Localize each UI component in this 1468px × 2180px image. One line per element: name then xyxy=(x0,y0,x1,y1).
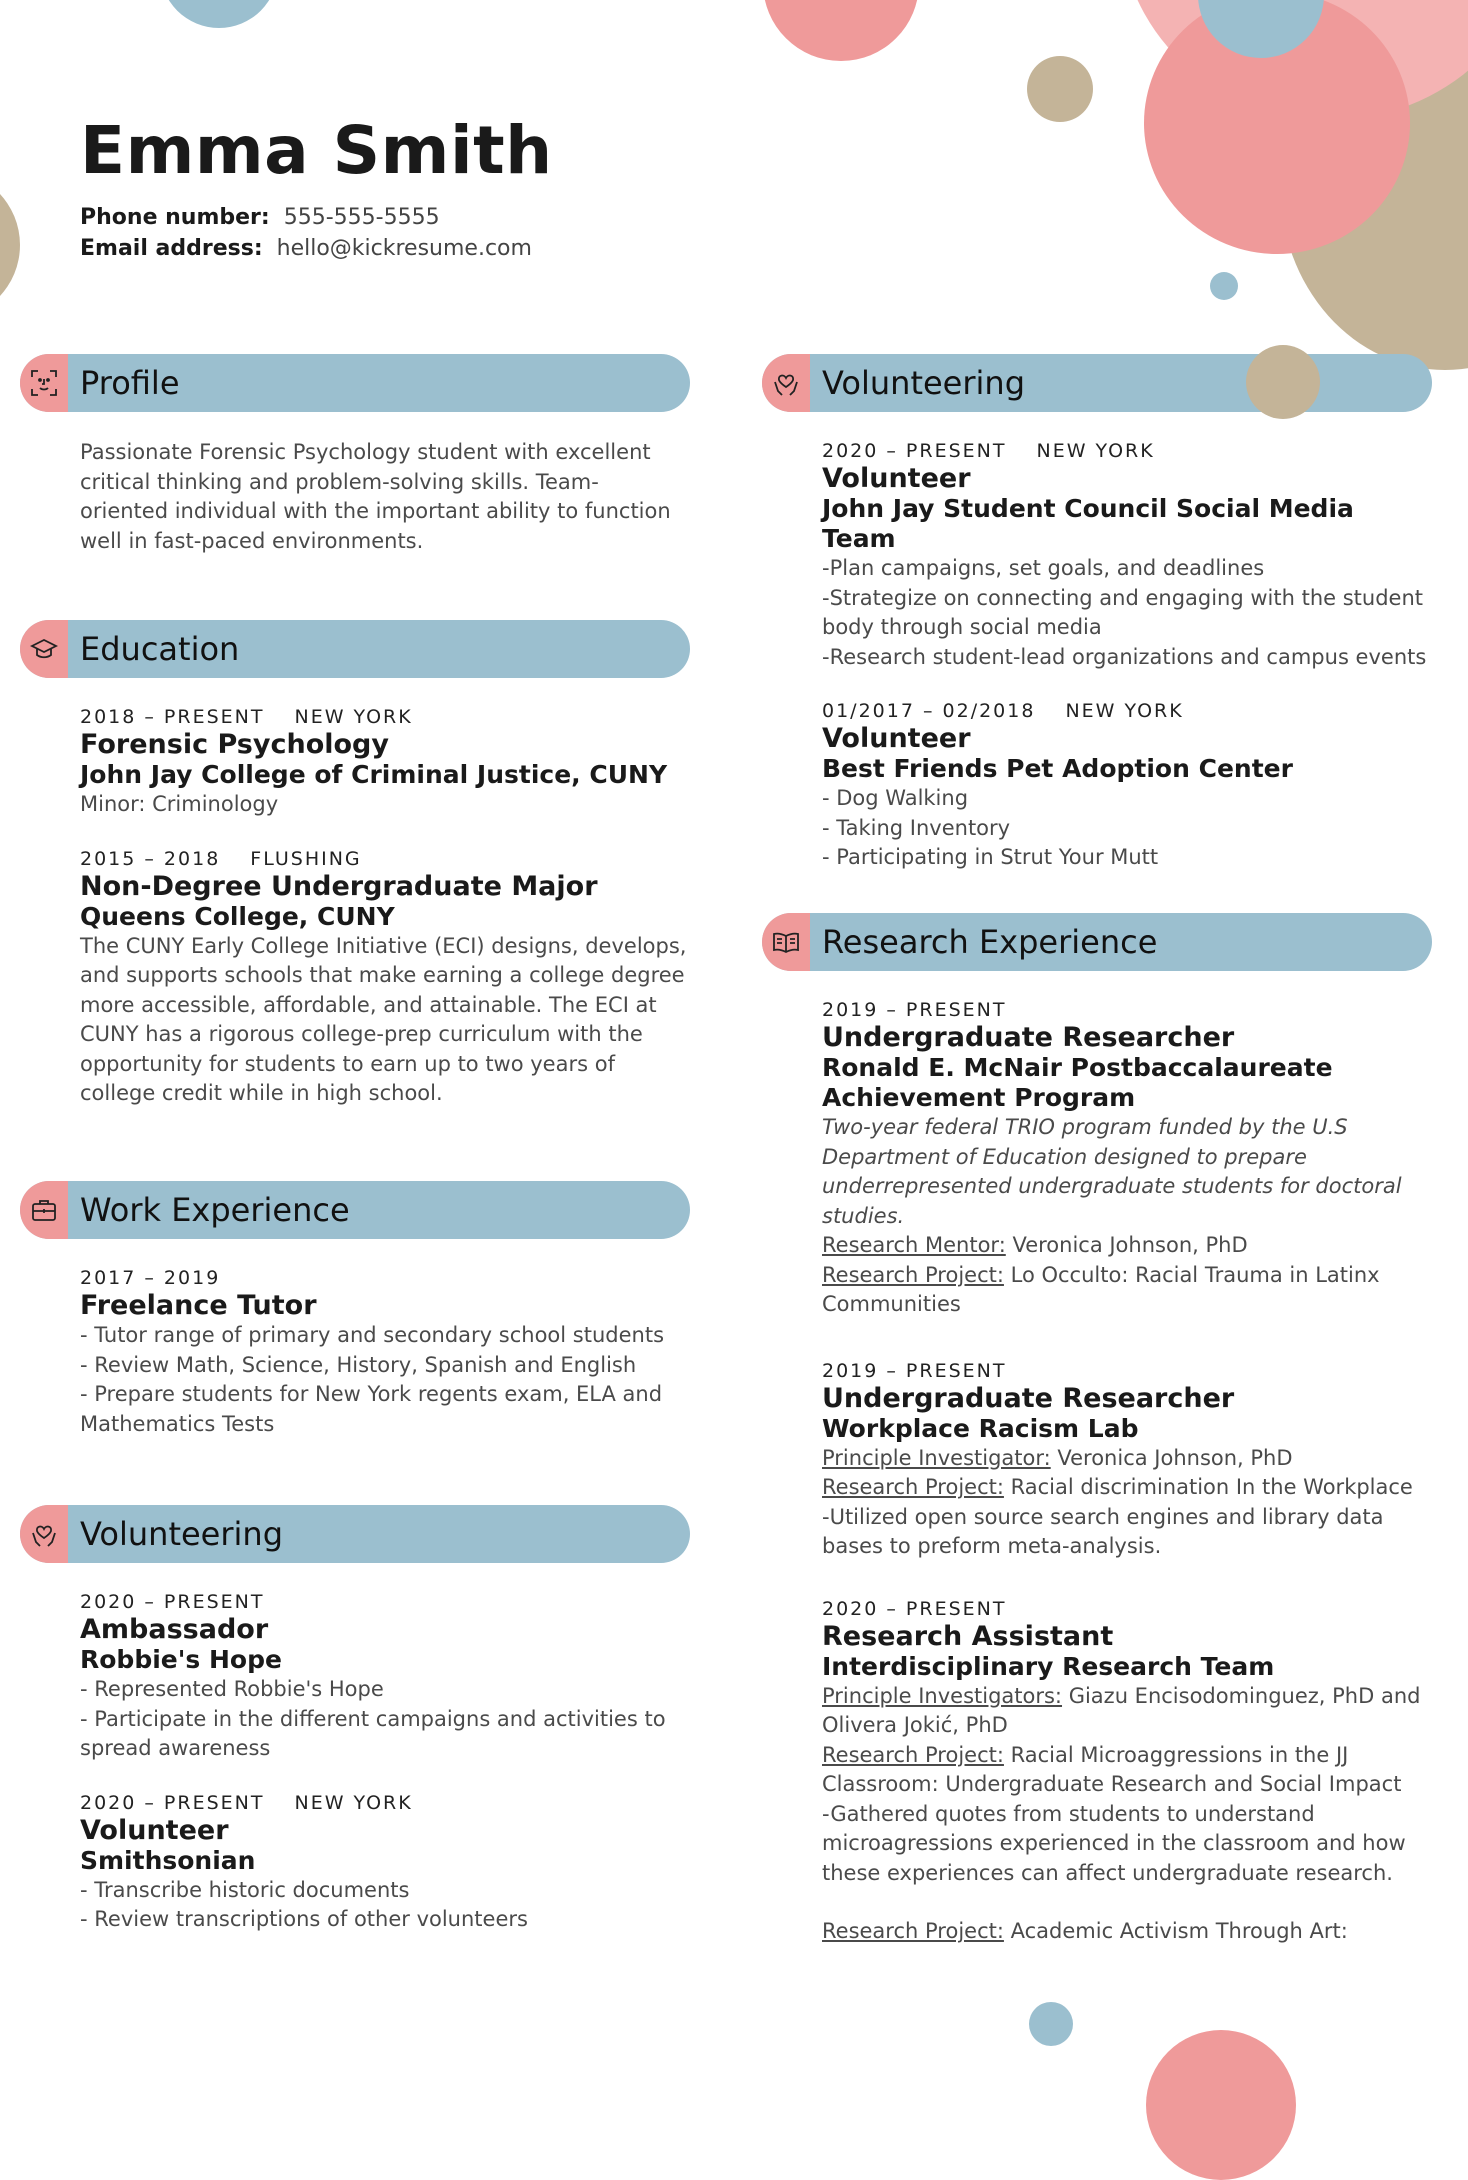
entry-field xyxy=(822,1917,1432,1947)
research-entry xyxy=(822,1358,1432,1562)
field-value: Lo Occulto: Racial Trauma in Latinx Communities xyxy=(822,1262,1380,1316)
volunteering-entry xyxy=(80,1790,690,1935)
entry-location: NEW YORK xyxy=(1065,700,1184,722)
decor-circle-pink-top xyxy=(763,0,919,61)
research-section xyxy=(762,913,1432,1973)
entry-field xyxy=(822,1231,1432,1261)
work-section xyxy=(20,1181,690,1465)
work-entry xyxy=(80,1265,690,1439)
entry-role: Freelance Tutor xyxy=(80,1290,317,1321)
field-label: Research Mentor: xyxy=(822,1233,1006,1257)
entry-line: - Tutor range of primary and secondary school students xyxy=(80,1323,665,1347)
entry-org: Smithsonian xyxy=(80,1845,256,1875)
research-title: Research Experience xyxy=(822,923,1158,961)
entry-field xyxy=(822,1682,1432,1741)
entry-role: Volunteer xyxy=(822,723,971,754)
entry-line: - Review Math, Science, History, Spanish and English xyxy=(80,1352,637,1377)
entry-description: Two-year federal TRIO program funded by the U.S Department of Education designed to prepare underrepresented undergraduate students for doctoral studies. xyxy=(822,1115,1402,1228)
volunteering-header-bar xyxy=(20,1505,690,1563)
education-title: Education xyxy=(80,630,240,668)
entry-role: Non-Degree Undergraduate Major xyxy=(80,870,598,902)
entry-location: FLUSHING xyxy=(250,847,362,870)
entry-org: Queens College, CUNY xyxy=(80,901,395,931)
entry-date: 2020 – PRESENT xyxy=(822,440,1007,462)
entry-org: John Jay College of Criminal Justice, CUNY xyxy=(80,760,668,789)
education-entry xyxy=(80,846,690,1109)
briefcase-icon xyxy=(20,1181,68,1239)
entry-date: 2020 – PRESENT xyxy=(822,1597,1007,1620)
entry-role: Undergraduate Researcher xyxy=(822,1022,1235,1053)
field-value: Racial discrimination In the Workplace xyxy=(1003,1475,1413,1499)
entry-line: - Participate in the different campaigns and activities to spread awareness xyxy=(80,1706,666,1760)
field-value: Veronica Johnson, PhD xyxy=(1005,1233,1248,1257)
entry-line: - Participating in Strut Your Mutt xyxy=(822,845,1159,869)
phone-label: Phone number: xyxy=(80,205,270,230)
contact-info xyxy=(80,202,532,264)
entry-role: Volunteer xyxy=(822,463,971,494)
field-label: Research Project: xyxy=(822,1742,1004,1767)
entry-role: Ambassador xyxy=(80,1614,269,1645)
entry-line: - Represented Robbie's Hope xyxy=(80,1677,384,1701)
decor-circle-blue-top xyxy=(160,0,278,28)
entry-location: NEW YORK xyxy=(294,1791,413,1814)
volunteering-left-section xyxy=(20,1505,690,1961)
education-header-bar xyxy=(20,620,690,678)
volunteering-title: Volunteering xyxy=(80,1515,283,1553)
email-value: hello@kickresume.com xyxy=(276,236,532,261)
decor-circle-pink-bottom xyxy=(1146,2030,1296,2180)
entry-date: 2017 – 2019 xyxy=(80,1267,221,1289)
entry-line: - Taking Inventory xyxy=(822,815,1011,840)
entry-date: 2020 – PRESENT xyxy=(80,1591,265,1613)
entry-date: 01/2017 – 02/2018 xyxy=(822,700,1036,722)
education-section xyxy=(20,620,690,1135)
entry-org: Workplace Racism Lab xyxy=(822,1413,1139,1443)
entry-line: -Strategize on connecting and engaging with the student body through social media xyxy=(822,585,1424,639)
entry-org: Robbie's Hope xyxy=(80,1645,282,1674)
entry-role: Volunteer xyxy=(80,1814,229,1846)
volunteering-entry xyxy=(822,698,1432,873)
entry-date: 2020 – PRESENT xyxy=(80,1791,265,1814)
entry-date: 2015 – 2018 xyxy=(80,847,221,870)
decor-circle-tan-bar xyxy=(1246,345,1320,419)
entry-org: Ronald E. McNair Postbaccalaureate Achievement Program xyxy=(822,1053,1333,1112)
field-value: Racial Microaggressions in the JJ Classroom: Undergraduate Research and Social Impact xyxy=(822,1742,1402,1796)
email-label: Email address: xyxy=(80,236,263,261)
entry-line: - Review transcriptions of other volunteers xyxy=(80,1907,528,1931)
heart-hands-icon xyxy=(20,1505,68,1563)
field-value: Veronica Johnson, PhD xyxy=(1050,1445,1293,1470)
entry-field xyxy=(822,1473,1432,1503)
entry-role: Research Assistant xyxy=(822,1620,1114,1652)
volunteering-title: Volunteering xyxy=(822,364,1025,402)
entry-date: 2019 – PRESENT xyxy=(822,999,1007,1021)
field-label: Principle Investigator: xyxy=(822,1445,1051,1470)
entry-line: -Plan campaigns, set goals, and deadlines xyxy=(822,556,1265,580)
profile-text: Passionate Forensic Psychology student with excellent critical thinking and problem-solving skills. Team-oriented individual with the important ability to function well in fast-paced environments. xyxy=(80,440,671,553)
profile-section xyxy=(20,354,690,556)
phone-value: 555-555-5555 xyxy=(283,205,440,230)
graduation-cap-icon xyxy=(20,620,68,678)
entry-line: - Prepare students for New York regents exam, ELA and Mathematics Tests xyxy=(80,1382,663,1436)
entry-note: -Utilized open source search engines and library data bases to preform meta-analysis. xyxy=(822,1504,1384,1558)
face-scan-icon xyxy=(20,354,68,412)
field-label: Research Project: xyxy=(822,1262,1004,1287)
field-value: Academic Activism Through Art: xyxy=(1003,1919,1348,1943)
entry-date: 2019 – PRESENT xyxy=(822,1359,1007,1382)
entry-line: - Transcribe historic documents xyxy=(80,1877,410,1902)
decor-circle-blue-dot xyxy=(1210,272,1238,300)
research-entry xyxy=(822,997,1432,1320)
candidate-name: Emma Smith xyxy=(80,112,553,189)
field-label: Research Project: xyxy=(822,1919,1004,1943)
heart-hands-icon xyxy=(762,354,810,412)
field-value: Giazu Encisodominguez, PhD and Olivera Jokić, PhD xyxy=(822,1683,1421,1737)
book-icon xyxy=(762,913,810,971)
entry-date: 2018 – PRESENT xyxy=(80,706,265,728)
entry-org: John Jay Student Council Social Media Team xyxy=(822,494,1354,553)
entry-line: -Research student-lead organizations and campus events xyxy=(822,644,1427,669)
entry-field xyxy=(822,1261,1432,1320)
entry-text: The CUNY Early College Initiative (ECI) designs, develops, and supports schools that make earning a college degree more accessible, affordable, and attainable. The ECI at CUNY has a rigorous college-prep curriculum with the opportunity for students to earn up to two years of college credit while in high school. xyxy=(80,933,687,1105)
entry-role: Undergraduate Researcher xyxy=(822,1382,1235,1414)
education-entry xyxy=(80,704,690,820)
entry-field xyxy=(822,1444,1432,1474)
research-header-bar xyxy=(762,913,1432,971)
decor-circle-tan-left xyxy=(0,170,20,320)
volunteering-header-bar xyxy=(762,354,1432,412)
work-title: Work Experience xyxy=(80,1191,350,1229)
entry-line: - Dog Walking xyxy=(822,786,969,810)
volunteering-entry xyxy=(822,438,1432,672)
profile-header-bar xyxy=(20,354,690,412)
entry-field xyxy=(822,1741,1432,1800)
research-entry xyxy=(822,1596,1432,1947)
field-label: Principle Investigators: xyxy=(822,1683,1063,1708)
profile-title: Profile xyxy=(80,364,180,402)
entry-note: -Gathered quotes from students to understand microagressions experienced in the classroom and how these experiences can affect undergraduate research. xyxy=(822,1801,1406,1885)
volunteering-entry xyxy=(80,1589,690,1764)
entry-role: Forensic Psychology xyxy=(80,729,389,760)
field-label: Research Project: xyxy=(822,1475,1004,1499)
entry-location: NEW YORK xyxy=(1036,440,1155,462)
entry-org: Interdisciplinary Research Team xyxy=(822,1651,1275,1681)
entry-location: NEW YORK xyxy=(294,706,413,728)
decor-circle-tan-small xyxy=(1027,56,1093,122)
entry-org: Best Friends Pet Adoption Center xyxy=(822,754,1293,783)
work-header-bar xyxy=(20,1181,690,1239)
decor-circle-blue-bottom xyxy=(1029,2002,1073,2046)
entry-text: Minor: Criminology xyxy=(80,792,279,816)
volunteering-right-section xyxy=(762,354,1432,899)
